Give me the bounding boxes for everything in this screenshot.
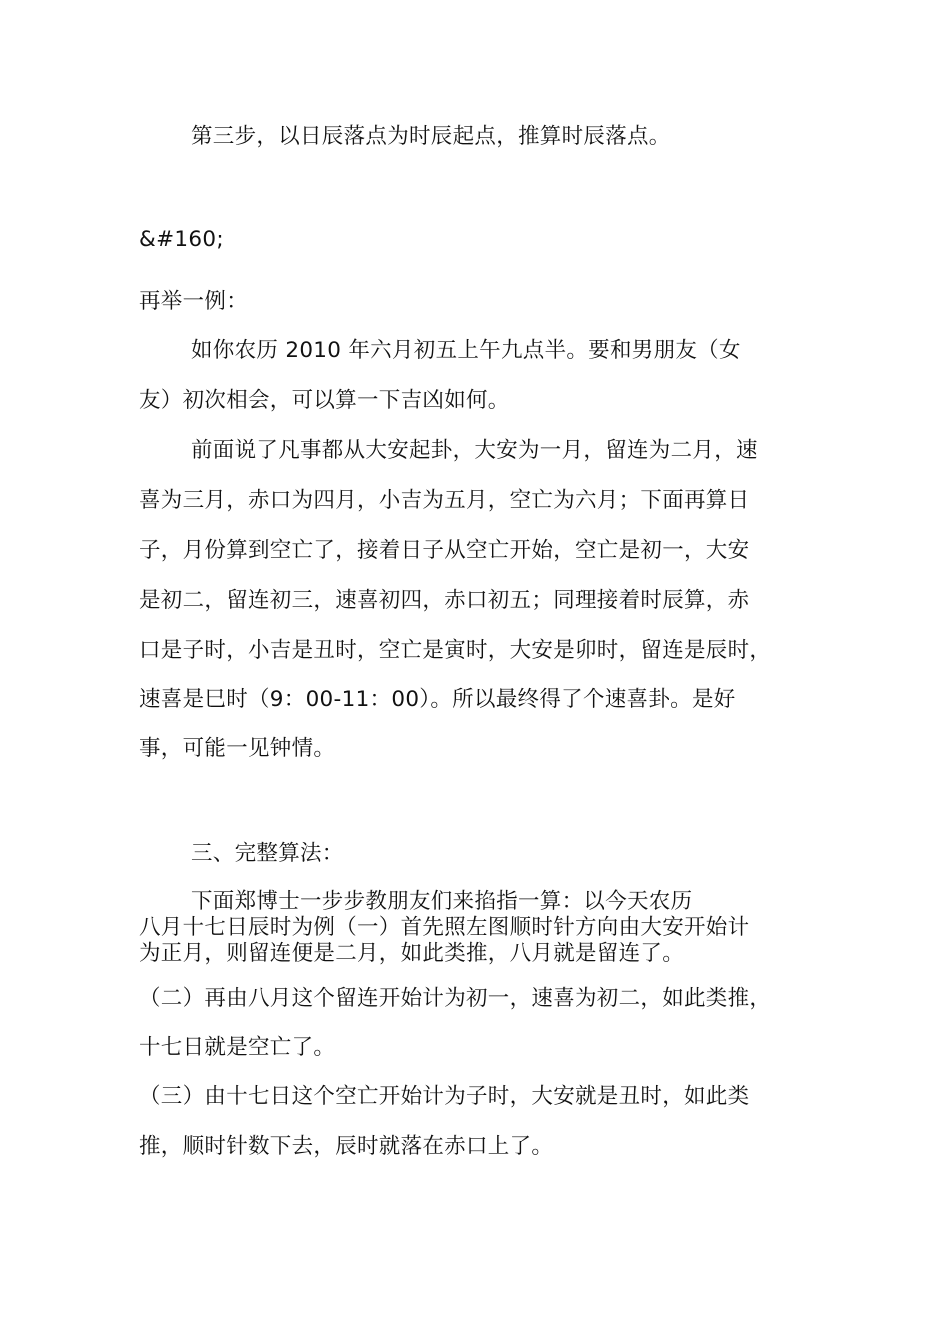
step-two-line-2: 十七日就是空亡了。 xyxy=(139,1035,336,1060)
example-p2-line-4: 是初二，留连初三，速喜初四，赤口初五；同理接着时辰算，赤 xyxy=(139,588,750,613)
full-method-line-1: 下面郑博士一步步教朋友们来掐指一算：以今天农历 xyxy=(191,889,693,914)
example-p1-line-1: 如你农历 2010 年六月初五上午九点半。要和男朋友（女 xyxy=(191,338,741,363)
example-p2-line-6: 速喜是巳时（9：00-11：00）。所以最终得了个速喜卦。是好 xyxy=(139,687,736,712)
example-p1-line-2: 友）初次相会，可以算一下吉凶如何。 xyxy=(139,388,510,413)
full-method-line-2: 八月十七日辰时为例（一）首先照左图顺时针方向由大安开始计 xyxy=(139,915,750,940)
step-two-line-1: （二）再由八月这个留连开始计为初一，速喜为初二，如此类推， xyxy=(139,986,772,1011)
example-p2-line-3: 子，月份算到空亡了，接着日子从空亡开始，空亡是初一，大安 xyxy=(139,538,750,563)
example-p2-line-2: 喜为三月，赤口为四月，小吉为五月，空亡为六月；下面再算日 xyxy=(139,488,750,513)
full-method-heading: 三、完整算法： xyxy=(191,841,344,866)
example-heading: 再举一例： xyxy=(139,289,249,314)
example-p2-line-7: 事，可能一见钟情。 xyxy=(139,736,336,761)
step-three-line-2: 推，顺时针数下去，辰时就落在赤口上了。 xyxy=(139,1134,554,1159)
html-entity-text: &#160; xyxy=(139,227,224,252)
full-method-line-3: 为正月，则留连便是二月，如此类推，八月就是留连了。 xyxy=(139,941,685,966)
example-p2-line-1: 前面说了凡事都从大安起卦，大安为一月，留连为二月，速 xyxy=(191,438,758,463)
step3-line: 第三步，以日辰落点为时辰起点，推算时辰落点。 xyxy=(191,124,671,149)
example-p2-line-5: 口是子时，小吉是丑时，空亡是寅时，大安是卯时，留连是辰时， xyxy=(139,638,772,663)
step-three-line-1: （三）由十七日这个空亡开始计为子时，大安就是丑时，如此类 xyxy=(139,1084,750,1109)
